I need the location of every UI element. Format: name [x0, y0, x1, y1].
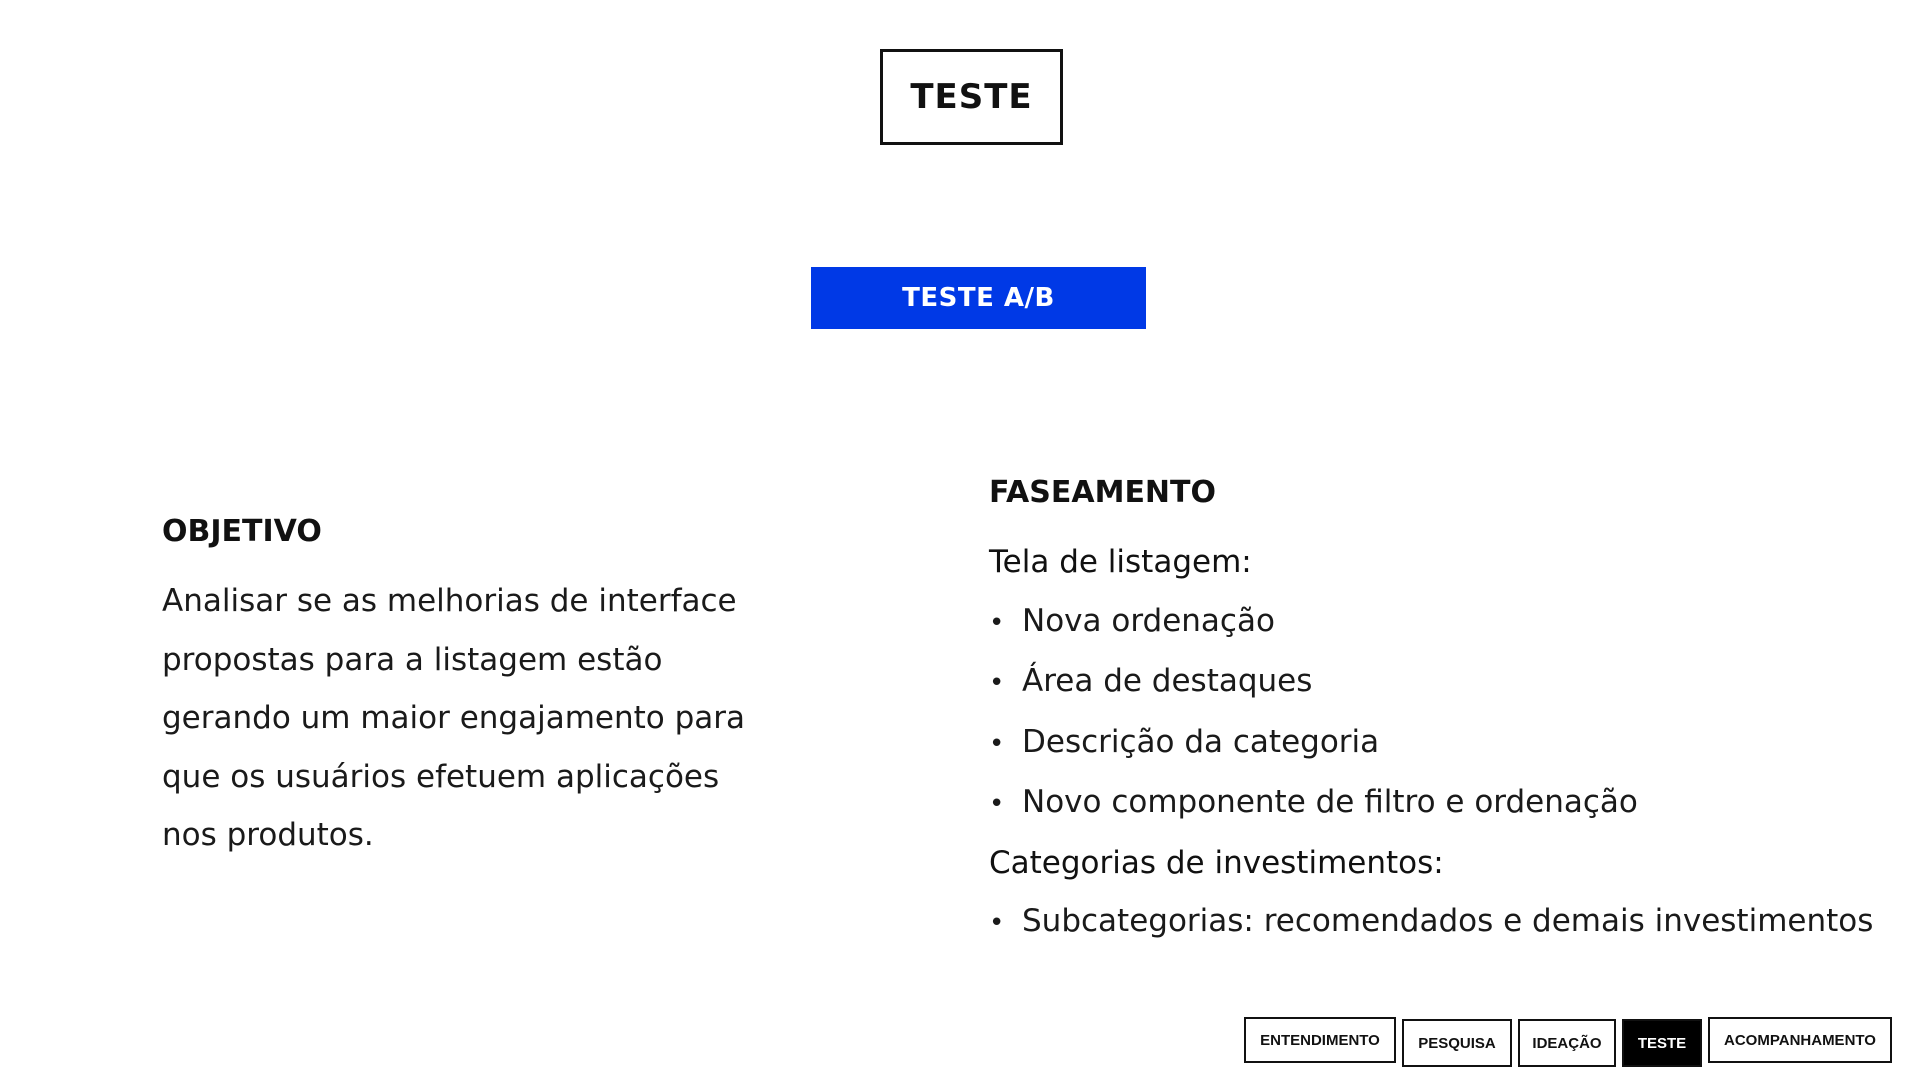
nav-step-label: TESTE: [1637, 1034, 1687, 1052]
list-item-label: Nova ordenação: [1022, 602, 1275, 639]
bullet-icon: •: [989, 668, 1005, 698]
phasing-group-title: Categorias de investimentos:: [989, 844, 1444, 881]
nav-step-teste[interactable]: [1622, 1019, 1702, 1067]
nav-step-acompanhamento[interactable]: [1708, 1017, 1892, 1063]
bullet-icon: •: [989, 789, 1005, 819]
phasing-block: [989, 471, 1889, 953]
method-label: TESTE A/B: [902, 283, 1055, 313]
nav-step-entendimento[interactable]: [1244, 1017, 1396, 1063]
bullet-icon: •: [989, 728, 1005, 759]
nav-step-label: PESQUISA: [1418, 1034, 1496, 1052]
section-title-box: [880, 49, 1063, 145]
phasing-group-title: Tela de listagem:: [989, 544, 1252, 580]
list-item-label: Descrição da categoria: [1022, 723, 1380, 760]
list-item: [989, 892, 1889, 953]
process-step-nav: [1244, 1017, 1892, 1067]
list-item-label: Área de destaques: [1022, 663, 1313, 699]
method-badge: [811, 267, 1146, 329]
bullet-icon: •: [989, 908, 1005, 938]
nav-step-ideacao[interactable]: [1518, 1019, 1616, 1067]
list-item: [989, 592, 1889, 653]
list-item-label: Novo componente de filtro e ordenação: [1022, 784, 1638, 820]
nav-step-pesquisa[interactable]: [1402, 1019, 1512, 1067]
objective-text: Analisar se as melhorias de interface propostas para a listagem estão gerando um maior engajamento para que os usuários efetuem aplicações nos produtos.: [162, 583, 746, 853]
list-item: [989, 713, 1889, 774]
objective-title: OBJETIVO: [162, 514, 322, 549]
phasing-list: [989, 592, 1889, 834]
list-item: [989, 773, 1889, 834]
nav-step-label: ACOMPANHAMENTO: [1724, 1031, 1876, 1049]
phasing-list: [989, 892, 1889, 953]
nav-step-label: ENTENDIMENTO: [1260, 1031, 1380, 1049]
list-item-label: Subcategorias: recomendados e demais investimentos: [1022, 903, 1874, 939]
phasing-title: FASEAMENTO: [989, 475, 1217, 510]
list-item: [989, 652, 1889, 713]
bullet-icon: •: [989, 607, 1005, 638]
objective-block: [162, 510, 802, 865]
section-title: TESTE: [910, 77, 1033, 117]
nav-step-label: IDEAÇÃO: [1532, 1034, 1602, 1052]
